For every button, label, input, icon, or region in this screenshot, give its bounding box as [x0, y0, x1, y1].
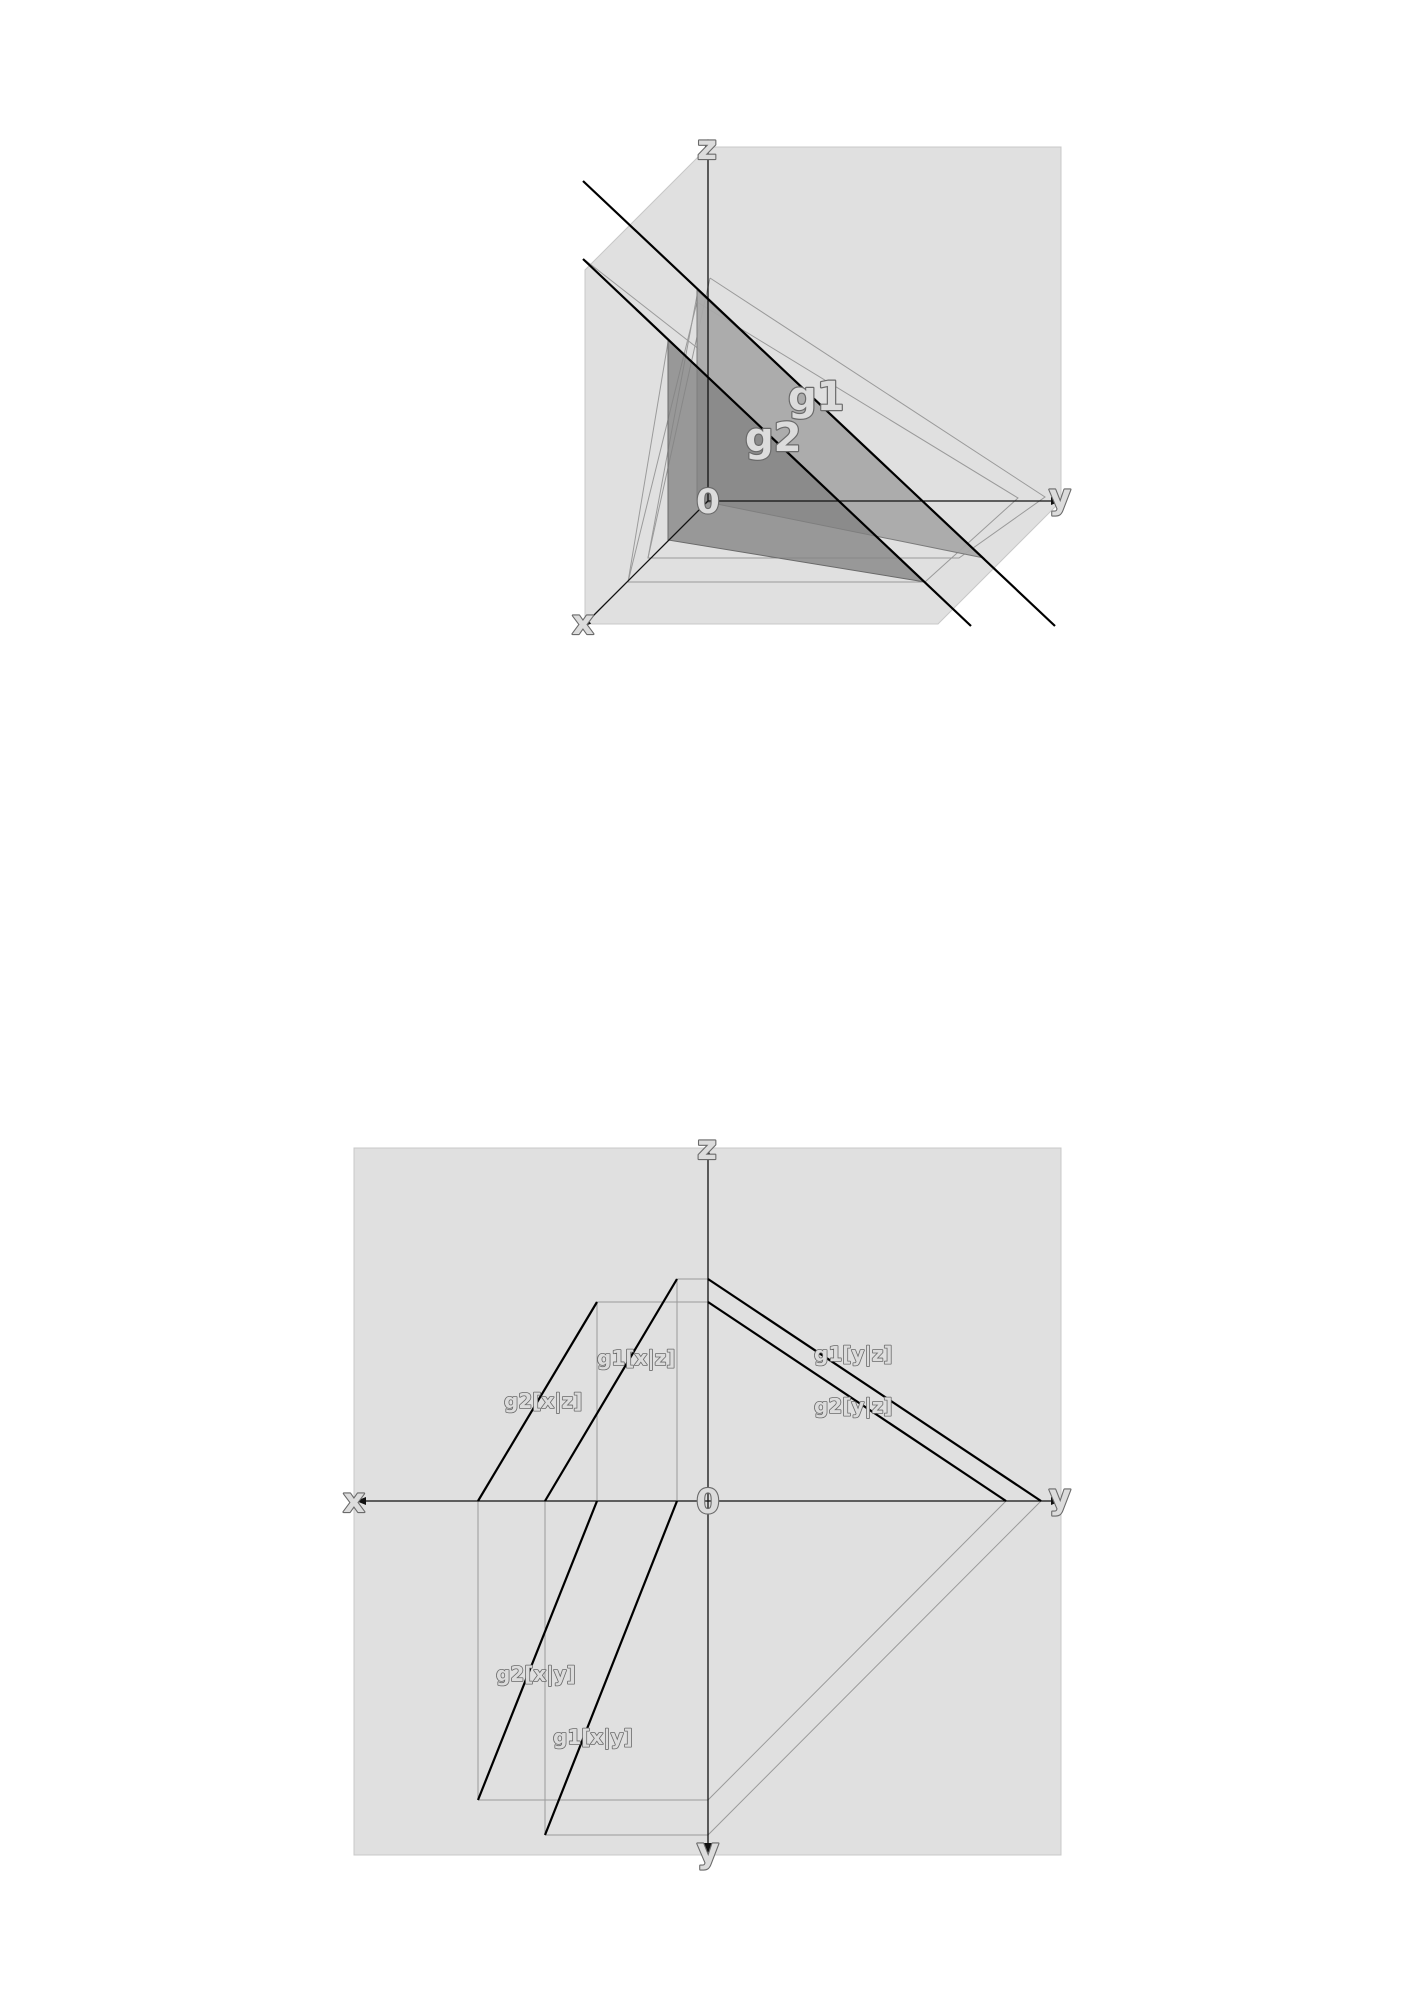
label-g1-yz: g1[y|z] [814, 1342, 893, 1366]
axis-label-x: x [572, 603, 594, 643]
label-g2-xy: g2[x|y] [496, 1662, 576, 1686]
proj-axis-label-z: z [697, 1128, 717, 1168]
axis-label-z: z [697, 128, 717, 168]
label-g1: g1 [788, 374, 845, 420]
label-g2: g2 [745, 415, 802, 461]
label-g1-xz: g1[x|z] [597, 1346, 676, 1370]
proj-axis-label-y-right: y [1048, 1477, 1072, 1517]
label-g2-yz: g2[y|z] [814, 1394, 893, 1418]
proj-origin-label: 0 [696, 1482, 720, 1522]
axis-label-y: y [1048, 477, 1072, 517]
label-g1-xy: g1[x|y] [553, 1725, 633, 1749]
proj-axis-label-y-down: y [696, 1831, 720, 1871]
three-d-view [572, 128, 1071, 643]
origin-label: 0 [696, 482, 720, 522]
label-g2-xz: g2[x|z] [504, 1389, 583, 1413]
proj-axis-label-x: x [343, 1481, 365, 1521]
projection-view [343, 1128, 1071, 1871]
